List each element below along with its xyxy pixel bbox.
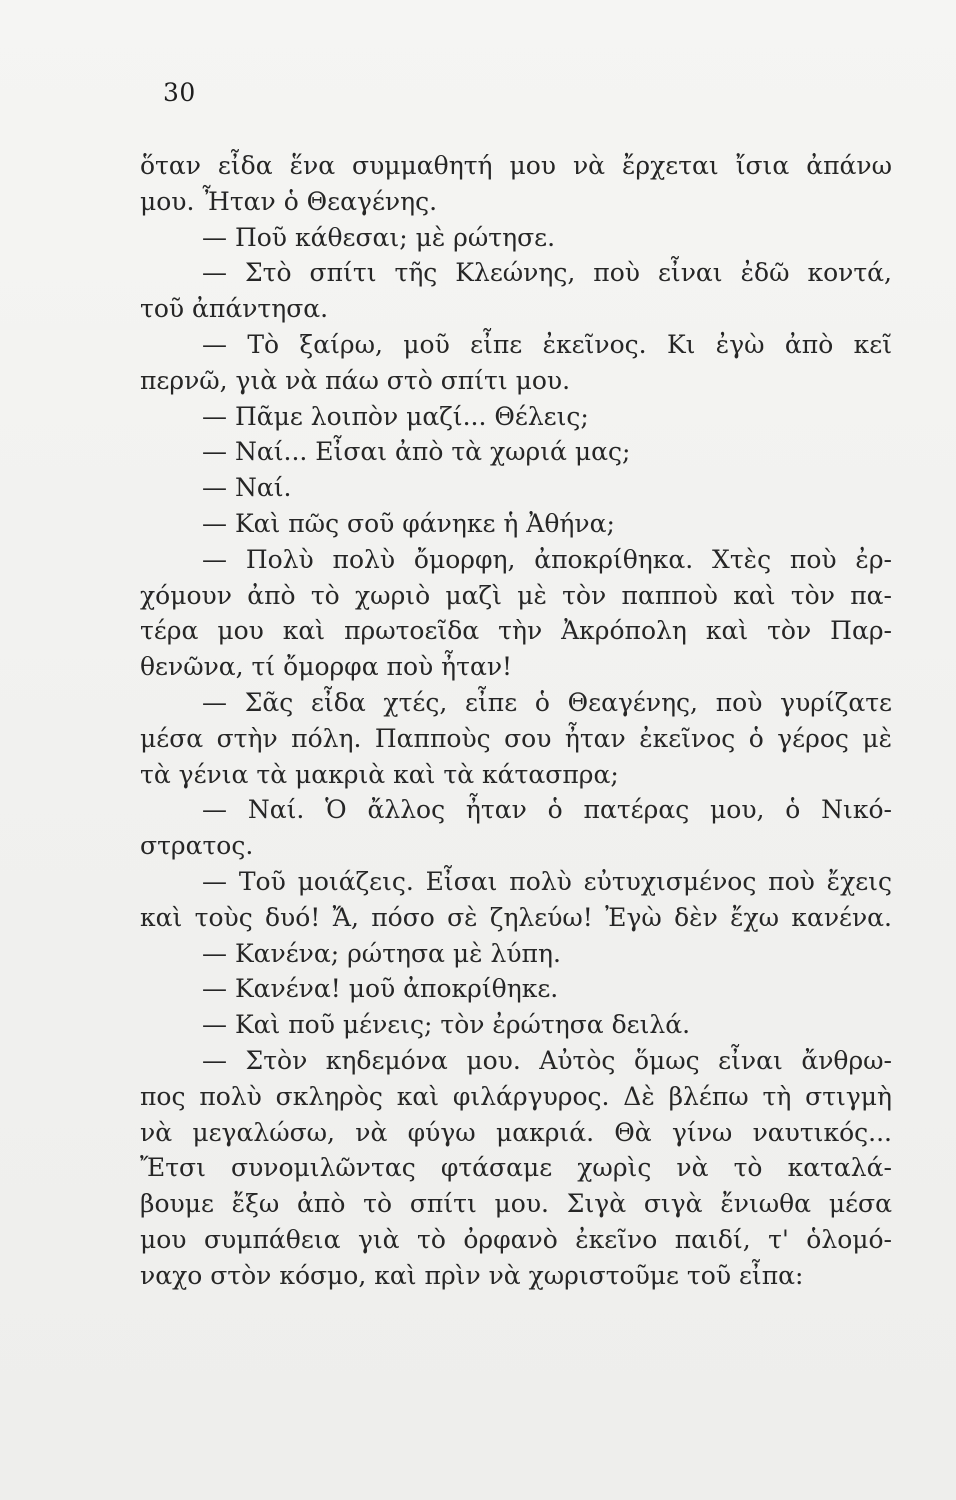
text-line: χόμουν ἀπὸ τὸ χωριὸ μαζὶ μὲ τὸν παπποὺ καὶ τὸν πα-: [140, 580, 892, 610]
text-line: — Κανένα; ρώτησα μὲ λύπη.: [202, 938, 561, 968]
text-line: — Κανένα! μοῦ ἀποκρίθηκε.: [202, 974, 559, 1004]
text-line: τέρα μου καὶ πρωτοεῖδα τὴν Ἀκρόπολη καὶ τὸν Παρ-: [140, 616, 892, 646]
text-line: — Καὶ πῶς σοῦ φάνηκε ἡ Ἀθήνα;: [202, 508, 615, 538]
text-line: — Τὸ ξαίρω, μοῦ εἶπε ἐκεῖνος. Κι ἐγὼ ἀπὸ κεῖ: [202, 329, 892, 359]
text-line: Ἔτσι συνομιλῶντας φτάσαμε χωρὶς νὰ τὸ καταλά-: [140, 1153, 892, 1183]
text-line: — Πᾶμε λοιπὸν μαζί... Θέλεις;: [202, 401, 589, 431]
text-line: — Ποῦ κάθεσαι; μὲ ρώτησε.: [202, 222, 556, 252]
text-line: — Ναί.: [202, 473, 292, 503]
text-line: τοῦ ἀπάντησα.: [140, 294, 329, 324]
text-line: πος πολὺ σκληρὸς καὶ φιλάργυρος. Δὲ βλέπω τὴ στιγμὴ: [140, 1081, 892, 1111]
text-line: — Καὶ ποῦ μένεις; τὸν ἐρώτησα δειλά.: [202, 1010, 691, 1040]
text-line: — Πολὺ πολὺ ὄμορφη, ἀποκρίθηκα. Χτὲς ποὺ ἐρ-: [202, 544, 892, 574]
text-line: ναχο στὸν κόσμο, καὶ πρὶν νὰ χωριστοῦμε τοῦ εἶπα:: [140, 1260, 804, 1290]
text-line: — Σᾶς εἶδα χτές, εἶπε ὁ Θεαγένης, ποὺ γυρίζατε: [202, 687, 892, 717]
text-line: στρατος.: [140, 831, 254, 861]
text-line: μου συμπάθεια γιὰ τὸ ὀρφανὸ ἐκεῖνο παιδί, τ' ὁλομό-: [140, 1224, 892, 1254]
text-line: τὰ γένια τὰ μακριὰ καὶ τὰ κάτασπρα;: [140, 759, 619, 789]
text-line: — Ναί... Εἶσαι ἀπὸ τὰ χωριά μας;: [202, 437, 631, 467]
text-line: ὅταν εἶδα ἕνα συμμαθητή μου νὰ ἔρχεται ἴσια ἀπάνω: [140, 151, 892, 180]
text-line: — Στὸ σπίτι τῆς Κλεώνης, ποὺ εἶναι ἐδῶ κοντά,: [202, 258, 892, 288]
text-line: νὰ μεγαλώσω, νὰ φύγω μακριά. Θὰ γίνω ναυτικός...: [140, 1117, 892, 1147]
text-line: βουμε ἔξω ἀπὸ τὸ σπίτι μου. Σιγὰ σιγὰ ἔνιωθα μέσα: [140, 1189, 892, 1219]
page-number: 30: [163, 78, 196, 107]
text-line: — Τοῦ μοιάζεις. Εἶσαι πολὺ εὐτυχισμένος ποὺ ἔχεις: [202, 866, 892, 896]
text-line: καὶ τοὺς δυό! Ἄ, πόσο σὲ ζηλεύω! Ἐγὼ δὲν ἔχω κανένα.: [140, 902, 892, 932]
text-line: περνῶ, γιὰ νὰ πάω στὸ σπίτι μου.: [140, 365, 571, 395]
text-line: θενῶνα, τί ὄμορφα ποὺ ἦταν!: [140, 652, 513, 682]
text-line: — Ναί. Ὁ ἄλλος ἦταν ὁ πατέρας μου, ὁ Νικό-: [202, 795, 892, 825]
body-text: [140, 148, 892, 1294]
text-line: μου. Ἦταν ὁ Θεαγένης.: [140, 186, 438, 216]
text-line: — Στὸν κηδεμόνα μου. Αὐτὸς ὅμως εἶναι ἄνθρω-: [202, 1045, 892, 1075]
text-line: μέσα στὴν πόλη. Παπποὺς σου ἦταν ἐκεῖνος ὁ γέρος μὲ: [140, 723, 892, 753]
